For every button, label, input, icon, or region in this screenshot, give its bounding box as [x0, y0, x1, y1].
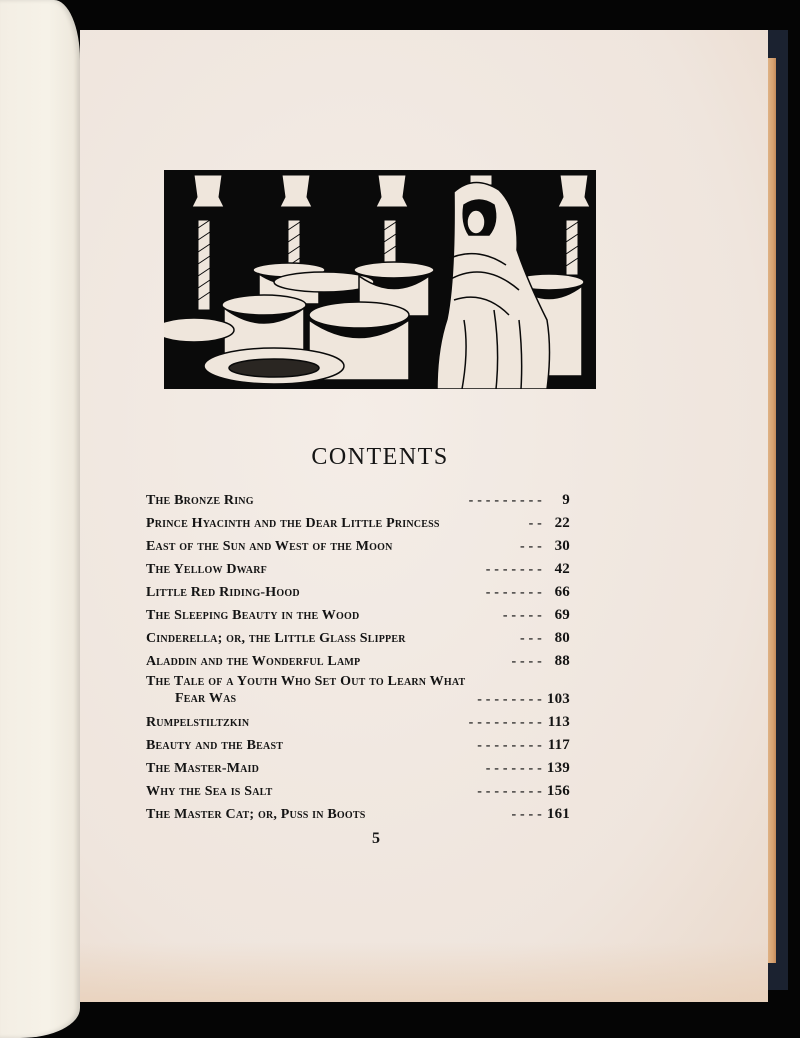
- entry-title: Prince Hyacinth and the Dear Little Princess: [146, 516, 440, 531]
- entry-page: 22: [554, 515, 570, 531]
- dash-leader: - -: [528, 516, 542, 531]
- entry-page: 117: [547, 737, 570, 753]
- entry-page: 69: [554, 607, 570, 623]
- toc-entry[interactable]: [146, 757, 570, 780]
- dash-leader: - - - -: [511, 654, 542, 669]
- toc-entry[interactable]: [146, 535, 570, 558]
- entry-title-continued: Fear Was: [175, 691, 237, 706]
- dash-leader: - - - - -: [502, 608, 542, 623]
- entry-page: 113: [547, 714, 570, 730]
- illustration-drawing: [164, 170, 596, 389]
- toc-entry[interactable]: [146, 734, 570, 757]
- table-of-contents: [146, 489, 570, 826]
- dash-leader: - - - - - - -: [485, 761, 542, 776]
- toc-entry[interactable]: [146, 780, 570, 803]
- toc-entry[interactable]: [146, 627, 570, 650]
- contents-page: [80, 30, 768, 1002]
- toc-entry[interactable]: [146, 711, 570, 734]
- entry-title: Little Red Riding-Hood: [146, 585, 300, 600]
- dash-leader: - - - - - - - - -: [468, 493, 542, 508]
- entry-page: 9: [562, 492, 570, 508]
- contents-heading: CONTENTS: [311, 444, 449, 470]
- entry-page: 30: [554, 538, 570, 554]
- toc-entry[interactable]: [146, 558, 570, 581]
- toc-entry[interactable]: [146, 673, 570, 711]
- entry-title: The Sleeping Beauty in the Wood: [146, 608, 360, 623]
- dash-leader: - - - - - - - -: [477, 738, 542, 753]
- toc-entry[interactable]: [146, 489, 570, 512]
- left-page-edge: [0, 0, 80, 1038]
- entry-title: Beauty and the Beast: [146, 738, 284, 753]
- entry-page: 103: [546, 691, 570, 707]
- toc-entry[interactable]: [146, 581, 570, 604]
- entry-title: The Tale of a Youth Who Set Out to Learn What: [146, 674, 466, 689]
- entry-title: East of the Sun and West of the Moon: [146, 539, 393, 554]
- entry-page: 156: [546, 783, 570, 799]
- entry-title: The Bronze Ring: [146, 493, 254, 508]
- dash-leader: - - - - - - - -: [477, 692, 542, 707]
- entry-page: 139: [546, 760, 570, 776]
- entry-title: Why the Sea is Salt: [146, 784, 273, 799]
- entry-page: 161: [546, 806, 570, 822]
- entry-page: 88: [554, 653, 570, 669]
- dash-leader: - - - - - - -: [485, 585, 542, 600]
- entry-page: 42: [554, 561, 570, 577]
- dash-leader: - - -: [520, 539, 542, 554]
- entry-title: The Master-Maid: [146, 761, 260, 776]
- dash-leader: - - - -: [511, 807, 542, 822]
- entry-title: Cinderella; or, the Little Glass Slipper: [146, 631, 406, 646]
- entry-title: Aladdin and the Wonderful Lamp: [146, 654, 361, 669]
- dash-leader: - - -: [520, 631, 542, 646]
- toc-entry[interactable]: [146, 650, 570, 673]
- woodcut-illustration: [164, 170, 596, 389]
- entry-title: The Master Cat; or, Puss in Boots: [146, 807, 366, 822]
- entry-title: Rumpelstiltzkin: [146, 715, 250, 730]
- toc-entry[interactable]: [146, 512, 570, 535]
- entry-page: 66: [554, 584, 570, 600]
- entry-page: 80: [554, 630, 570, 646]
- dash-leader: - - - - - - -: [485, 562, 542, 577]
- entry-title: The Yellow Dwarf: [146, 562, 267, 577]
- page-shading: [80, 942, 768, 1002]
- dash-leader: - - - - - - - -: [477, 784, 542, 799]
- page-number: 5: [372, 830, 380, 847]
- toc-entry[interactable]: [146, 604, 570, 627]
- toc-entry[interactable]: [146, 803, 570, 826]
- dash-leader: - - - - - - - - -: [468, 715, 542, 730]
